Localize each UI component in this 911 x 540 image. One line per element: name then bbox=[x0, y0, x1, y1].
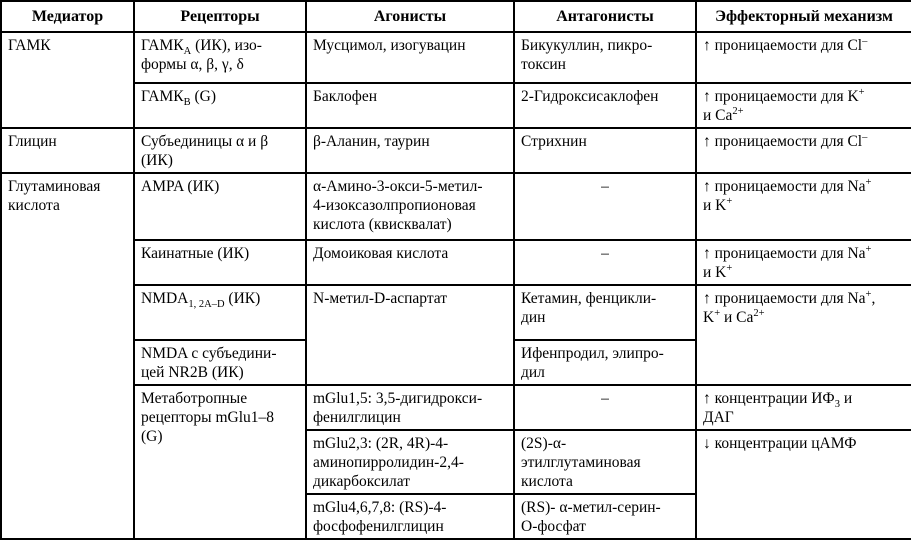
header-receptors: Рецепторы bbox=[134, 1, 306, 32]
row-gaba-a bbox=[1, 32, 911, 83]
cell-nmda-antagonist: Кетамин, фенцикли- дин bbox=[514, 285, 696, 340]
cell-mglu4678-agonist: mGlu4,6,7,8: (RS)-4- фосфофенилглицин bbox=[306, 494, 514, 539]
cell-glutamate-mediator: Глутаминовая кислота bbox=[1, 173, 134, 539]
row-ampa bbox=[1, 173, 911, 240]
table-header-row bbox=[1, 1, 911, 32]
cell-glycine-mediator: Глицин bbox=[1, 128, 134, 173]
row-kainate bbox=[1, 240, 911, 285]
cell-gaba-b-receptor: $ГАМК_B$ (G) bbox=[134, 83, 306, 128]
header-mediator: Медиатор bbox=[1, 1, 134, 32]
cell-ampa-agonist: α-Амино-3-окси-5-метил- 4-изоксазолпропионовая кислота (квисквалат) bbox=[306, 173, 514, 240]
cell-ampa-antagonist: – bbox=[514, 173, 696, 240]
cell-gaba-a-receptor: $ГАМК_A$ (ИК), изо- формы α, β, γ, δ bbox=[134, 32, 306, 83]
cell-gaba-a-effector: ↑ проницаемости для Cl– bbox=[696, 32, 911, 83]
cell-mglu23-agonist: mGlu2,3: (2R, 4R)-4- аминопирролидин-2,4- дикарбоксилат bbox=[306, 430, 514, 494]
cell-mglu15-antagonist: – bbox=[514, 385, 696, 430]
cell-glycine-antagonist: Стрихнин bbox=[514, 128, 696, 173]
cell-gaba-b-antagonist: 2-Гидроксисаклофен bbox=[514, 83, 696, 128]
cell-gaba-a-antagonist: Бикукуллин, пикро- токсин bbox=[514, 32, 696, 83]
header-antagonists: Антагонисты bbox=[514, 1, 696, 32]
header-effector-mechanism: Эффекторный механизм bbox=[696, 1, 911, 32]
cell-glycine-receptor: Субъединицы α и β (ИК) bbox=[134, 128, 306, 173]
cell-ampa-receptor: AMPA (ИК) bbox=[134, 173, 306, 240]
row-glycine bbox=[1, 128, 911, 173]
cell-mglu23-effector: ↓ концентрации цАМФ bbox=[696, 430, 911, 539]
cell-mglu15-effector: ↑ концентрации $ИФ_3$ и ДАГ bbox=[696, 385, 911, 430]
cell-gaba-b-effector: ↑ проницаемости для K+ и $Ca^{2+}$ bbox=[696, 83, 911, 128]
cell-kainate-effector: ↑ проницаемости для Na+ и K+ bbox=[696, 240, 911, 285]
row-nmda bbox=[1, 285, 911, 340]
cell-mglu23-antagonist: (2S)-α- этилглутаминовая кислота bbox=[514, 430, 696, 494]
cell-mglu15-agonist: mGlu1,5: 3,5-дигидрокси- фенилглицин bbox=[306, 385, 514, 430]
cell-glycine-effector: ↑ проницаемости для Cl– bbox=[696, 128, 911, 173]
cell-ampa-effector: ↑ проницаемости для Na+ и K+ bbox=[696, 173, 911, 240]
cell-kainate-receptor: Каинатные (ИК) bbox=[134, 240, 306, 285]
row-gaba-b bbox=[1, 83, 911, 128]
cell-kainate-antagonist: – bbox=[514, 240, 696, 285]
cell-nmda-effector: ↑ проницаемости для Na+, K+ и $Ca^{2+}$ bbox=[696, 285, 911, 385]
cell-kainate-agonist: Домоиковая кислота bbox=[306, 240, 514, 285]
cell-nmda-nr2b-antagonist: Ифенпродил, элипро- дил bbox=[514, 340, 696, 385]
cell-mglu4678-antagonist: (RS)- α-метил-серин- О-фосфат bbox=[514, 494, 696, 539]
cell-gaba-a-agonist: Мусцимол, изогувацин bbox=[306, 32, 514, 83]
row-mglu15 bbox=[1, 385, 911, 430]
cell-nmda-agonist: N-метил-D-аспартат bbox=[306, 285, 514, 385]
cell-gaba-mediator: ГАМК bbox=[1, 32, 134, 128]
header-agonists: Агонисты bbox=[306, 1, 514, 32]
cell-nmda-nr2b-receptor: NMDA с субъедини- цей NR2B (ИК) bbox=[134, 340, 306, 385]
cell-glycine-agonist: β-Аланин, таурин bbox=[306, 128, 514, 173]
cell-mglu-receptor: Метаботропные рецепторы mGlu1–8 (G) bbox=[134, 385, 306, 539]
cell-gaba-b-agonist: Баклофен bbox=[306, 83, 514, 128]
cell-nmda-receptor: $NMDA_{1, 2A-D}$ (ИК) bbox=[134, 285, 306, 340]
